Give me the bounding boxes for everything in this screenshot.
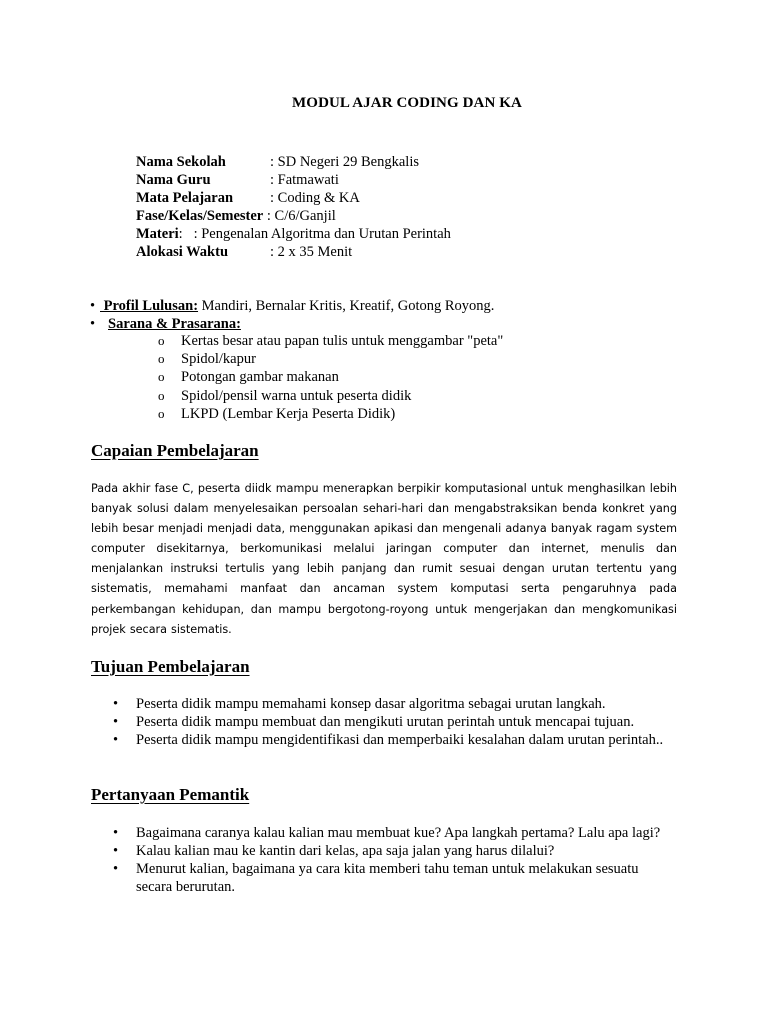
bullet-icon: • xyxy=(90,298,96,314)
info-value: : SD Negeri 29 Bengkalis xyxy=(270,154,420,170)
list-item: • Peserta didik mampu mengidentifikasi dan memperbaiki kesalahan dalam urutan perintah.. xyxy=(113,731,673,749)
list-item-text: LKPD (Lembar Kerja Peserta Didik) xyxy=(181,405,396,422)
info-label: Fase/Kelas/Semester xyxy=(136,208,264,224)
facilities-item xyxy=(90,315,494,333)
list-item xyxy=(158,350,503,368)
facilities-sublist xyxy=(158,332,503,423)
profile-value: Mandiri, Bernalar Kritis, Kreatif, Gotong Royong. xyxy=(198,298,495,314)
heading-tujuan: Tujuan Pembelajaran xyxy=(91,657,250,676)
info-separator: : xyxy=(178,226,183,242)
list-item: • Bagaimana caranya kalau kalian mau membuat kue? Apa langkah pertama? Lalu apa lagi? xyxy=(113,824,673,842)
info-row-teacher xyxy=(136,171,451,189)
circle-bullet-icon: o xyxy=(158,387,165,403)
info-row-school xyxy=(136,153,451,171)
info-value: : C/6/Ganjil xyxy=(263,208,336,224)
list-item-text: Kertas besar atau papan tulis untuk menggambar "peta" xyxy=(181,333,504,349)
heading-capaian: Capaian Pembelajaran xyxy=(91,441,259,460)
profile-list xyxy=(90,297,494,333)
bullet-icon: • xyxy=(90,316,96,332)
list-item: • Kalau kalian mau ke kantin dari kelas, apa saja jalan yang harus dilalui? xyxy=(113,842,673,860)
info-label: Mata Pelajaran xyxy=(136,190,234,206)
identity-table xyxy=(136,153,451,261)
pemantik-list xyxy=(113,824,673,896)
document-title: MODUL AJAR CODING DAN KA xyxy=(292,95,522,111)
list-item xyxy=(158,387,503,405)
list-item xyxy=(158,405,503,423)
info-label: Materi xyxy=(136,226,179,242)
tujuan-list xyxy=(113,695,673,749)
list-item-text: Potongan gambar makanan xyxy=(181,369,339,386)
info-value: : Fatmawati xyxy=(270,172,339,188)
facilities-label: Sarana & Prasarana: xyxy=(108,316,241,332)
info-value: : Pengenalan Algoritma dan Urutan Perintah xyxy=(182,226,451,242)
info-value: : Coding & KA xyxy=(270,190,360,206)
info-row-subject xyxy=(136,189,451,207)
list-item: • Peserta didik mampu memahami konsep dasar algoritma sebagai urutan langkah. xyxy=(113,695,673,713)
circle-bullet-icon: o xyxy=(158,369,165,385)
info-label: Alokasi Waktu xyxy=(136,244,229,260)
circle-bullet-icon: o xyxy=(158,351,165,367)
info-value: : 2 x 35 Menit xyxy=(270,244,353,260)
info-row-time xyxy=(136,243,451,261)
circle-bullet-icon: o xyxy=(158,405,165,421)
info-label: Nama Sekolah xyxy=(136,154,226,170)
list-item: • Menurut kalian, bagaimana ya cara kita memberi tahu teman untuk melakukan sesuatu secara berurutan. xyxy=(113,860,673,896)
list-item xyxy=(158,332,503,350)
profile-label: Profil Lulusan: xyxy=(100,298,199,314)
heading-pemantik: Pertanyaan Pemantik xyxy=(91,785,250,804)
info-row-phase xyxy=(136,207,451,225)
list-item xyxy=(158,368,503,386)
list-item-text: Spidol/kapur xyxy=(181,351,256,368)
capaian-paragraph: Pada akhir fase C, peserta diidk mampu menerapkan berpikir komputasional untuk menghasilkan lebih banyak solusi dalam menyelesaikan persoalan sehari-hari dan mengabstraksikan benda konkret yang lebih besar menjadi menjadi data, menggunakan apikasi dan mengenali adanya banyak ragam system computer disekitarnya, berkomunikasi melalui jaringan computer dan internet, menulis dan menjalankan instruksi tertulis yang lebih panjang dan rumit sesuai dengan urutan tertentu yang sistematis, memahami manfaat dan ancaman system komputasi serta pengaruhnya pada perkembangan kehidupan, dan mampu bergotong-royong untuk mengerjakan dan mengkomunikasi projek secara sistematis. xyxy=(91,482,677,636)
info-label: Nama Guru xyxy=(136,172,211,188)
profile-item xyxy=(90,297,494,315)
info-row-material xyxy=(136,225,451,243)
list-item: • Peserta didik mampu membuat dan mengikuti urutan perintah untuk mencapai tujuan. xyxy=(113,713,673,731)
list-item-text: Spidol/pensil warna untuk peserta didik xyxy=(181,387,412,404)
circle-bullet-icon: o xyxy=(158,333,165,348)
